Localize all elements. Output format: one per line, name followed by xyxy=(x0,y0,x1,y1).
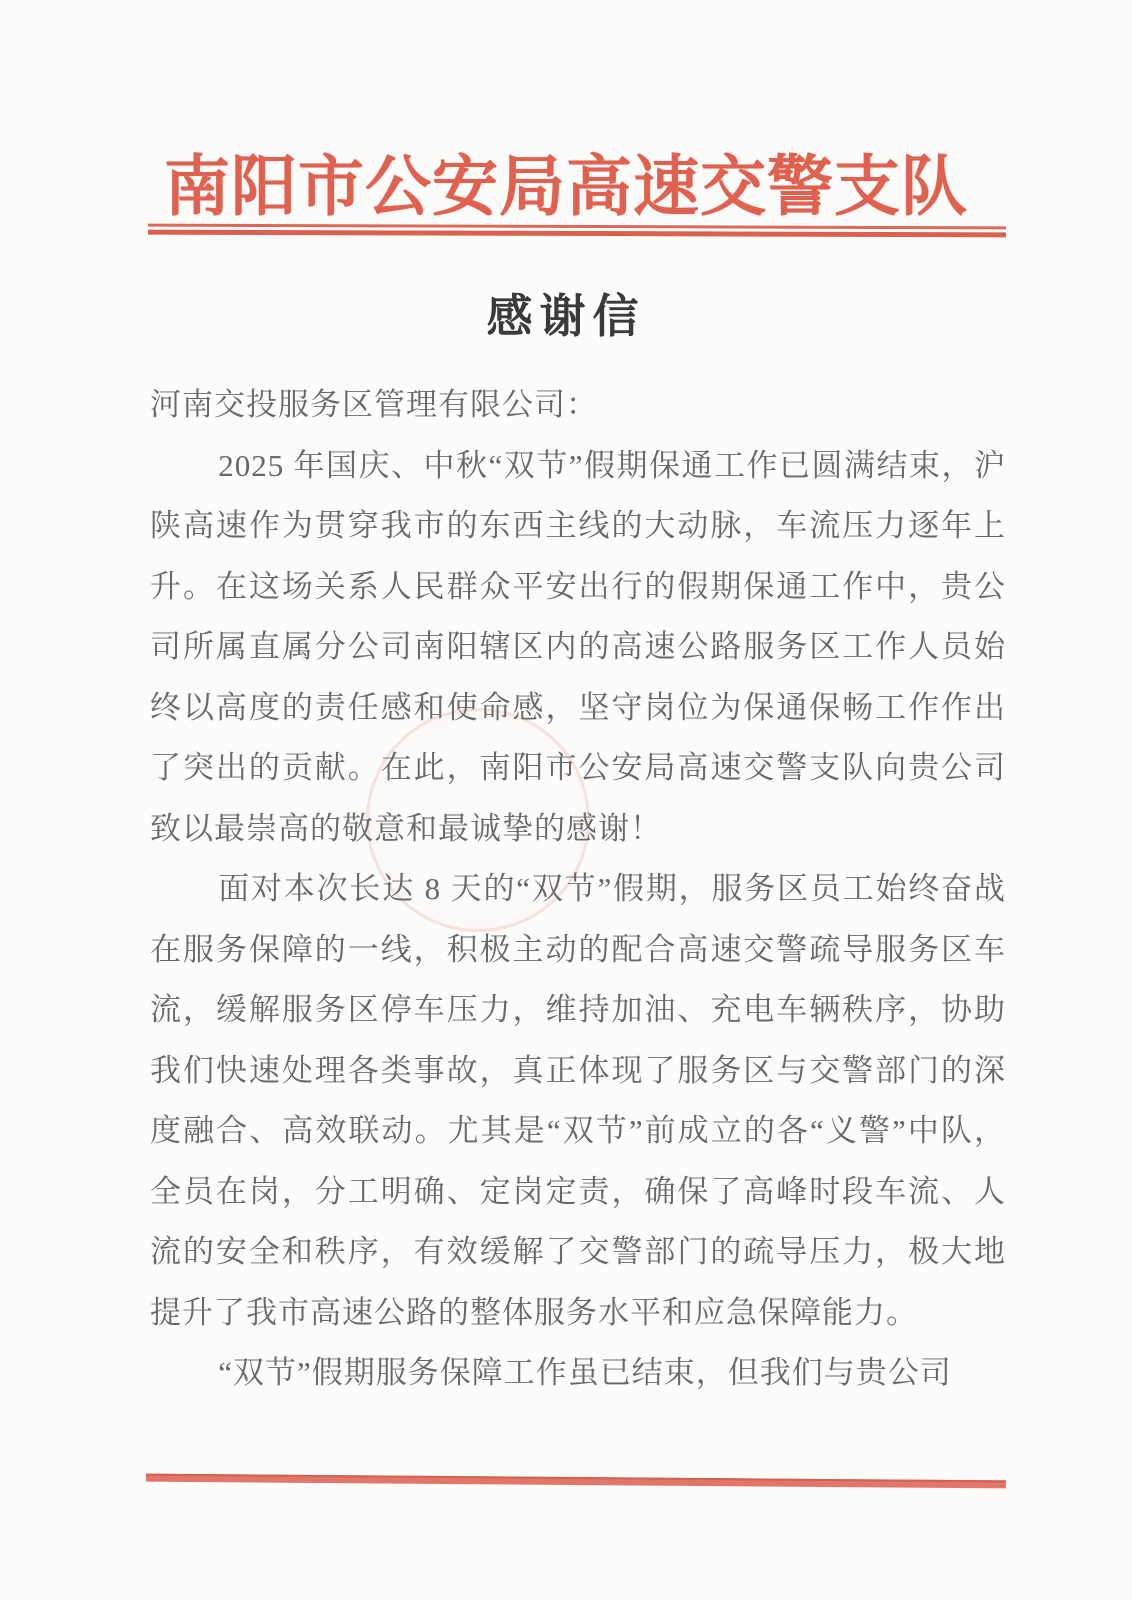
letterhead-double-rule xyxy=(148,224,1006,238)
letter-body xyxy=(150,375,1006,1404)
footer-rule xyxy=(146,1474,1006,1489)
document-title: 感谢信 xyxy=(486,291,646,342)
letterhead-rule-thick xyxy=(148,230,1006,238)
salutation: 河南交投服务区管理有限公司： xyxy=(150,387,598,422)
letterhead-title: 南阳市公安局高速交警支队 xyxy=(164,151,968,224)
paragraph-1: 2025 年国庆、中秋“双节”假期保通工作已圆满结束，沪陕高速作为贯穿我市的东西主线的大动脉，车流压力逐年上升。在这场关系人民群众平安出行的假期保通工作中，贵公司所属直属分公司南阳辖区内的高速公路服务区工作人员始终以高度的责任感和使命感，坚守岗位为保通保畅工作作出了突出的贡献。在此，南阳市公安局高速交警支队向贵公司致以最崇高的敬意和最诚挚的感谢！ xyxy=(150,447,1006,846)
paragraph-2: 面对本次长达 8 天的“双节”假期，服务区员工始终奋战在服务保障的一线，积极主动的配合高速交警疏导服务区车流，缓解服务区停车压力，维持加油、充电车辆秩序，协助我们快速处理各类事故，真正体现了服务区与交警部门的深度融合、高效联动。尤其是“双节”前成立的各“义警”中队，全员在岗，分工明确、定岗定责，确保了高峰时段车流、人流的安全和秩序，有效缓解了交警部门的疏导压力，极大地提升了我市高速公路的整体服务水平和应急保障能力。 xyxy=(150,871,1006,1330)
paragraph-3: “双节”假期服务保障工作虽已结束，但我们与贵公司 xyxy=(218,1355,952,1390)
